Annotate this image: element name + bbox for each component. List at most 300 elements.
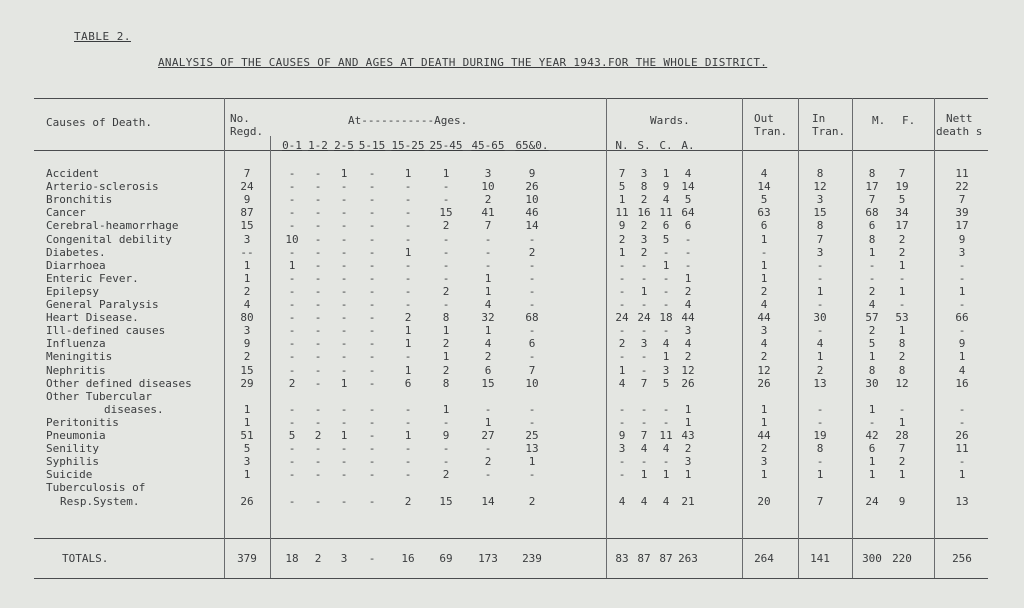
table-cell: 4 — [958, 363, 966, 377]
table-cell: - — [288, 363, 296, 377]
table-cell: - — [484, 442, 492, 456]
table-cell: 4 — [684, 298, 692, 311]
totals-cell: 3 — [340, 552, 348, 565]
table-cell: - — [288, 298, 296, 311]
table-cell: 1 — [760, 415, 768, 429]
table-cell: 11 — [615, 206, 629, 220]
header-no: No. — [230, 112, 250, 125]
table-cell: 1 — [958, 350, 966, 364]
header-at-ages: At-----------Ages. — [348, 114, 468, 127]
table-cell: 4 — [640, 494, 648, 508]
table-label: TABLE 2. — [74, 30, 131, 43]
table-cell: - — [368, 180, 376, 194]
header-out-tran-2: Tran. — [754, 125, 788, 138]
header-male: M. — [872, 114, 886, 127]
table-cell: - — [898, 402, 906, 416]
table-cell: 6 — [684, 219, 692, 233]
table-cell: 1 — [684, 402, 692, 416]
table-cell: 1 — [662, 350, 670, 364]
table-cell: 2 — [404, 494, 412, 508]
header-female: F. — [902, 114, 916, 127]
table-cell: - — [314, 494, 322, 508]
cause-name: diseases. — [104, 402, 164, 416]
table-cell: 27 — [481, 429, 495, 442]
table-cell: 1 — [760, 271, 768, 285]
table-cell: - — [404, 468, 412, 482]
table-cell: 1 — [288, 258, 296, 272]
table-cell: 8 — [816, 442, 824, 456]
table-cell: 1 — [404, 337, 412, 351]
table-cell: - — [618, 468, 626, 482]
table-cell: 2 — [640, 219, 648, 233]
table-cell: 1 — [484, 271, 492, 285]
table-cell: 5 — [243, 442, 251, 456]
age-group-header: 2-5 — [334, 139, 354, 152]
table-cell: 1 — [684, 271, 692, 285]
table-cell: 6 — [868, 219, 876, 233]
table-cell: - — [340, 415, 348, 429]
table-cell: 3 — [640, 232, 648, 246]
table-cell: 46 — [525, 206, 539, 220]
table-cell: 4 — [760, 298, 768, 311]
table-cell: 5 — [898, 193, 906, 207]
table-cell: 10 — [481, 180, 495, 194]
table-cell: - — [684, 232, 692, 246]
table-cell: 15 — [813, 206, 827, 220]
col-divider — [934, 98, 935, 578]
table-cell: - — [314, 455, 322, 469]
table-cell: - — [288, 284, 296, 298]
table-cell: 18 — [659, 311, 673, 325]
table-cell: 9 — [528, 167, 536, 180]
table-cell: 26 — [240, 494, 254, 508]
table-cell: 3 — [684, 455, 692, 469]
table-cell: 4 — [618, 376, 626, 390]
table-cell: 2 — [243, 350, 251, 364]
table-cell: - — [314, 271, 322, 285]
table-cell: 3 — [618, 442, 626, 456]
table-cell: 80 — [240, 311, 254, 325]
table-cell: 3 — [243, 455, 251, 469]
table-cell: 30 — [865, 376, 879, 390]
table-cell: 41 — [481, 206, 495, 220]
table-cell: - — [368, 311, 376, 325]
cause-name: Tuberculosis of — [46, 481, 146, 495]
table-cell: - — [404, 180, 412, 194]
table-cell: 4 — [684, 167, 692, 180]
table-cell: 1 — [404, 363, 412, 377]
table-cell: 24 — [240, 180, 254, 194]
table-cell: - — [314, 311, 322, 325]
table-cell: - — [442, 193, 450, 207]
table-cell: 1 — [662, 468, 670, 482]
table-cell: - — [640, 258, 648, 272]
totals-cell: 16 — [401, 552, 415, 565]
table-cell: 3 — [816, 245, 824, 259]
table-cell: 1 — [684, 415, 692, 429]
table-cell: - — [314, 167, 322, 180]
table-cell: 2 — [684, 350, 692, 364]
table-cell: - — [618, 350, 626, 364]
table-cell: - — [314, 350, 322, 364]
table-cell: 24 — [865, 494, 879, 508]
totals-cell: 69 — [439, 552, 453, 565]
table-cell: 26 — [757, 376, 771, 390]
header-regd: Regd. — [230, 125, 264, 138]
table-cell: - — [340, 271, 348, 285]
table-cell: 2 — [618, 232, 626, 246]
table-cell: - — [368, 193, 376, 207]
table-cell: - — [528, 258, 536, 272]
table-cell: - — [340, 298, 348, 311]
table-cell: 64 — [681, 206, 695, 220]
table-cell: - — [368, 219, 376, 233]
table-cell: 8 — [442, 311, 450, 325]
table-cell: 12 — [757, 363, 771, 377]
table-cell: 66 — [955, 311, 969, 325]
table-cell: 26 — [681, 376, 695, 390]
table-cell: - — [288, 193, 296, 207]
table-cell: 2 — [484, 350, 492, 364]
table-cell: 3 — [760, 324, 768, 338]
table-cell: 3 — [958, 245, 966, 259]
table-cell: - — [368, 468, 376, 482]
table-cell: - — [528, 324, 536, 338]
age-group-header: 65&0. — [515, 139, 549, 152]
table-cell: 20 — [757, 494, 771, 508]
cause-name: Influenza — [46, 337, 106, 351]
table-cell: - — [618, 324, 626, 338]
table-cell: 44 — [757, 311, 771, 325]
table-cell: - — [340, 350, 348, 364]
table-cell: - — [314, 324, 322, 338]
table-cell: - — [288, 245, 296, 259]
table-cell: 4 — [484, 337, 492, 351]
age-group-header: 1-2 — [308, 139, 328, 152]
table-cell: 1 — [898, 258, 906, 272]
table-cell: 8 — [898, 337, 906, 351]
table-cell: 1 — [868, 402, 876, 416]
table-cell: 3 — [243, 232, 251, 246]
table-cell: 29 — [240, 376, 254, 390]
table-cell: 30 — [813, 311, 827, 325]
table-cell: - — [340, 468, 348, 482]
table-cell: 5 — [868, 337, 876, 351]
table-cell: 8 — [898, 363, 906, 377]
table-cell: - — [288, 337, 296, 351]
cause-name: Senility — [46, 442, 99, 456]
table-cell: - — [868, 258, 876, 272]
table-cell: 1 — [404, 324, 412, 338]
table-cell: 51 — [240, 429, 254, 442]
table-cell: - — [662, 298, 670, 311]
table-cell: 4 — [662, 442, 670, 456]
table-cell: 17 — [955, 219, 969, 233]
table-cell: - — [404, 415, 412, 429]
table-cell: - — [368, 167, 376, 180]
table-cell: - — [368, 245, 376, 259]
table-cell: - — [684, 245, 692, 259]
table-cell: 4 — [868, 298, 876, 311]
table-cell: 4 — [640, 442, 648, 456]
table-cell: 1 — [618, 363, 626, 377]
table-cell: 7 — [898, 167, 906, 180]
table-cell: 7 — [640, 429, 648, 442]
table-cell: - — [288, 180, 296, 194]
table-cell: 4 — [662, 494, 670, 508]
table-cell: 2 — [528, 494, 536, 508]
table-cell: - — [484, 402, 492, 416]
table-cell: - — [958, 415, 966, 429]
table-cell: 2 — [868, 324, 876, 338]
table-cell: - — [368, 298, 376, 311]
table-cell: 12 — [681, 363, 695, 377]
table-cell: 2 — [618, 337, 626, 351]
table-cell: 2 — [484, 455, 492, 469]
table-cell: - — [340, 337, 348, 351]
table-cell: - — [314, 258, 322, 272]
totals-cell: 379 — [237, 552, 257, 565]
table-cell: 26 — [525, 180, 539, 194]
table-cell: 7 — [958, 193, 966, 207]
rule-top — [34, 98, 988, 99]
table-cell: - — [958, 271, 966, 285]
cause-name: Diabetes. — [46, 245, 106, 259]
table-cell: 9 — [442, 429, 450, 442]
table-cell: - — [618, 298, 626, 311]
table-cell: - — [618, 402, 626, 416]
table-cell: - — [404, 350, 412, 364]
table-cell: - — [442, 271, 450, 285]
table-cell: - — [368, 337, 376, 351]
table-cell: 4 — [760, 337, 768, 351]
table-cell: 7 — [640, 376, 648, 390]
table-cell: - — [640, 402, 648, 416]
table-cell: 4 — [684, 337, 692, 351]
table-cell: - — [314, 219, 322, 233]
table-cell: - — [288, 206, 296, 220]
table-cell: 3 — [816, 193, 824, 207]
table-cell: - — [898, 271, 906, 285]
table-cell: 9 — [618, 429, 626, 442]
table-cell: - — [640, 350, 648, 364]
table-cell: - — [958, 455, 966, 469]
table-cell: - — [528, 232, 536, 246]
table-cell: 1 — [868, 455, 876, 469]
ward-header: C. — [659, 139, 673, 152]
table-cell: 1 — [640, 468, 648, 482]
table-cell: - — [288, 455, 296, 469]
table-cell: 4 — [662, 193, 670, 207]
table-cell: - — [816, 415, 824, 429]
table-cell: 2 — [898, 350, 906, 364]
table-cell: - — [404, 442, 412, 456]
table-cell: - — [314, 245, 322, 259]
table-cell: 1 — [898, 324, 906, 338]
table-cell: - — [368, 429, 376, 442]
table-cell: 2 — [684, 442, 692, 456]
table-cell: - — [368, 206, 376, 220]
table-cell: - — [618, 258, 626, 272]
table-cell: - — [404, 271, 412, 285]
table-cell: 4 — [243, 298, 251, 311]
table-cell: 68 — [865, 206, 879, 220]
ward-header: A. — [681, 139, 695, 152]
table-cell: - — [442, 298, 450, 311]
table-cell: - — [404, 232, 412, 246]
table-cell: 44 — [681, 311, 695, 325]
table-cell: 5 — [684, 193, 692, 207]
cause-name: Ill-defined causes — [46, 324, 166, 338]
table-cell: - — [340, 232, 348, 246]
cause-name: Other defined diseases — [46, 376, 192, 390]
table-cell: 1 — [404, 245, 412, 259]
table-cell: - — [662, 245, 670, 259]
table-cell: - — [288, 311, 296, 325]
table-cell: 3 — [662, 363, 670, 377]
table-cell: 1 — [243, 271, 251, 285]
table-cell: 5 — [662, 232, 670, 246]
table-cell: - — [340, 245, 348, 259]
table-cell: - — [662, 455, 670, 469]
table-cell: - — [340, 442, 348, 456]
table-cell: - — [640, 415, 648, 429]
cause-name: Resp.System. — [60, 494, 140, 508]
table-cell: 1 — [243, 468, 251, 482]
cause-name: Accident — [46, 167, 99, 180]
table-cell: 19 — [895, 180, 909, 194]
table-cell: 3 — [243, 324, 251, 338]
table-cell: 4 — [760, 167, 768, 180]
table-cell: - — [288, 324, 296, 338]
table-cell: 13 — [525, 442, 539, 456]
table-cell: - — [368, 402, 376, 416]
ward-header: N. — [615, 139, 629, 152]
table-cell: - — [368, 271, 376, 285]
table-cell: 1 — [868, 350, 876, 364]
totals-cell: 141 — [810, 552, 830, 565]
table-cell: 9 — [958, 232, 966, 246]
header-nett-deaths: death s — [936, 125, 983, 138]
table-cell: 1 — [404, 429, 412, 442]
totals-cell: 264 — [754, 552, 774, 565]
table-cell: 9 — [243, 193, 251, 207]
cause-name: Epilepsy — [46, 284, 99, 298]
table-cell: 1 — [898, 415, 906, 429]
table-cell: 5 — [288, 429, 296, 442]
table-cell: - — [958, 298, 966, 311]
table-cell: 7 — [898, 442, 906, 456]
table-cell: 17 — [895, 219, 909, 233]
table-cell: - — [640, 271, 648, 285]
table-cell: - — [314, 284, 322, 298]
table-cell: - — [288, 415, 296, 429]
table-cell: 1 — [442, 402, 450, 416]
cause-name: Peritonitis — [46, 415, 119, 429]
table-cell: - — [662, 284, 670, 298]
totals-cell: 2 — [314, 552, 322, 565]
table-cell: - — [640, 455, 648, 469]
table-cell: 9 — [898, 494, 906, 508]
table-cell: 12 — [813, 180, 827, 194]
table-cell: - — [340, 284, 348, 298]
table-cell: 1 — [958, 468, 966, 482]
table-cell: - — [528, 402, 536, 416]
cause-name: Diarrhoea — [46, 258, 106, 272]
table-cell: 2 — [898, 232, 906, 246]
table-cell: 13 — [955, 494, 969, 508]
table-cell: 5 — [618, 180, 626, 194]
table-cell: 1 — [816, 284, 824, 298]
table-cell: 11 — [659, 429, 673, 442]
table-cell: - — [288, 402, 296, 416]
table-cell: 44 — [757, 429, 771, 442]
table-cell: - — [528, 284, 536, 298]
table-cell: 32 — [481, 311, 495, 325]
table-cell: - — [314, 232, 322, 246]
table-cell: 15 — [439, 206, 453, 220]
table-cell: 24 — [615, 311, 629, 325]
table-cell: 68 — [525, 311, 539, 325]
cause-name: Arterio-sclerosis — [46, 180, 159, 194]
table-cell: - — [368, 442, 376, 456]
rule-totals-top — [34, 538, 988, 539]
table-cell: - — [816, 258, 824, 272]
table-cell: 14 — [757, 180, 771, 194]
cause-name: Bronchitis — [46, 193, 113, 207]
table-cell: 1 — [484, 284, 492, 298]
table-cell: 1 — [868, 468, 876, 482]
table-cell: 1 — [340, 167, 348, 180]
table-cell: - — [958, 402, 966, 416]
table-cell: 2 — [528, 245, 536, 259]
cause-name: Other Tubercular — [46, 389, 152, 403]
table-cell: - — [368, 494, 376, 508]
header-out-tran: Out — [754, 112, 774, 125]
totals-cell: 300 — [862, 552, 882, 565]
table-cell: 9 — [958, 337, 966, 351]
table-cell: 1 — [816, 468, 824, 482]
table-cell: - — [404, 258, 412, 272]
table-cell: 7 — [816, 232, 824, 246]
table-cell: 8 — [816, 219, 824, 233]
table-cell: 57 — [865, 311, 879, 325]
rule-header — [34, 150, 988, 151]
table-cell: 1 — [958, 284, 966, 298]
table-cell: - — [618, 415, 626, 429]
totals-cell: 263 — [678, 552, 698, 565]
table-cell: 8 — [816, 167, 824, 180]
col-divider — [742, 98, 743, 578]
table-cell: - — [314, 193, 322, 207]
table-cell: 1 — [243, 415, 251, 429]
table-cell: 87 — [240, 206, 254, 220]
table-cell: 1 — [442, 324, 450, 338]
age-group-header: 0-1 — [282, 139, 302, 152]
table-cell: 7 — [618, 167, 626, 180]
table-cell: 43 — [681, 429, 695, 442]
table-cell: - — [288, 271, 296, 285]
table-cell: - — [618, 455, 626, 469]
table-cell: - — [288, 219, 296, 233]
table-cell: - — [288, 468, 296, 482]
table-cell: 14 — [525, 219, 539, 233]
table-cell: 5 — [760, 193, 768, 207]
table-cell: - — [314, 298, 322, 311]
table-cell: 4 — [484, 298, 492, 311]
totals-cell: 87 — [659, 552, 673, 565]
header-wards: Wards. — [650, 114, 690, 127]
